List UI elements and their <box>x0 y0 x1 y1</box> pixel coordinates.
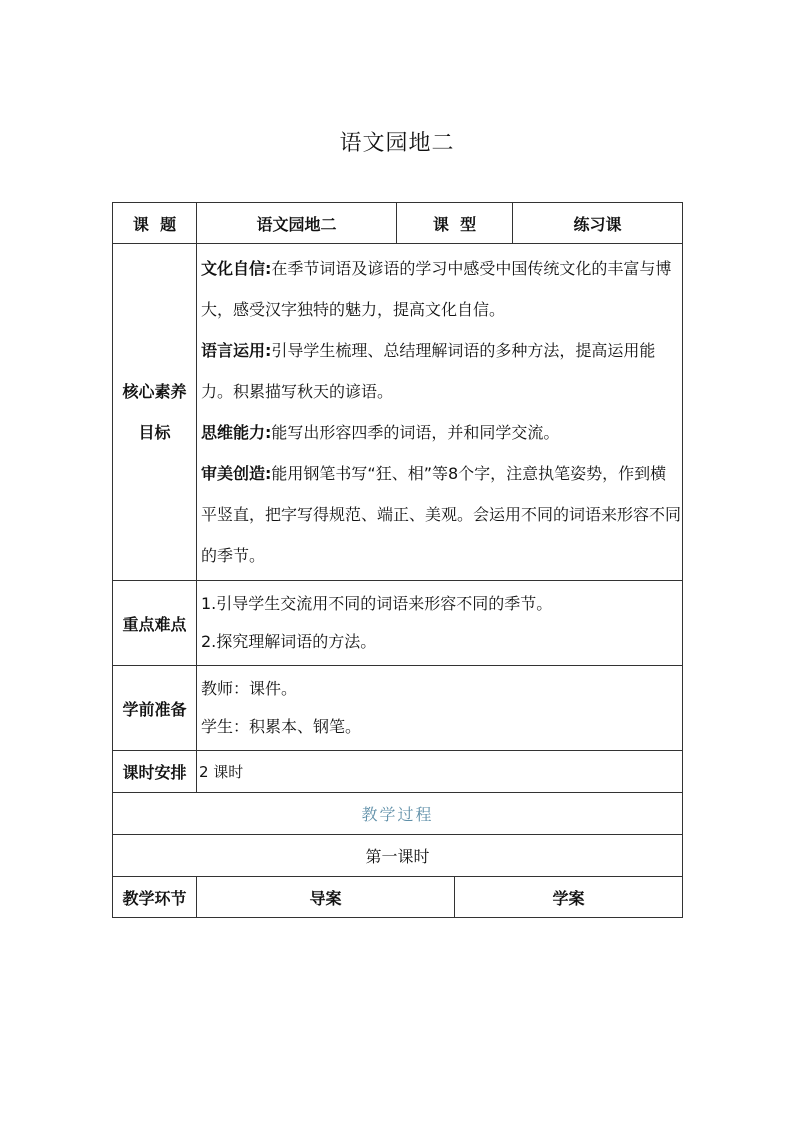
period-heading: 第一课时 <box>113 835 683 877</box>
key-points-content <box>197 581 683 666</box>
goals-label-line1: 核心素养 <box>122 382 187 401</box>
topic-row <box>113 203 683 244</box>
key-points-label: 重点难点 <box>113 581 197 666</box>
schedule-row <box>113 751 683 793</box>
stage-column-header: 教学环节 <box>113 877 197 918</box>
type-label: 课 型 <box>397 203 513 244</box>
goal-text: 引导学生梳理、总结理解词语的多种方法，提高运用能力。积累描写秋天的谚语。 <box>201 341 656 401</box>
key-point-item: 2.探究理解词语的方法。 <box>201 632 377 651</box>
lesson-plan-table <box>112 202 683 918</box>
study-column-header: 学案 <box>455 877 683 918</box>
goal-item <box>201 330 682 412</box>
schedule-value: 2 课时 <box>197 751 683 793</box>
goals-row <box>113 244 683 581</box>
key-point-item: 1.引导学生交流用不同的词语来形容不同的季节。 <box>201 594 553 613</box>
goals-label-line2: 目标 <box>138 423 171 442</box>
process-heading: 教学过程 <box>113 793 683 835</box>
columns-row <box>113 877 683 918</box>
preparation-item: 教师：课件。 <box>201 679 298 698</box>
goal-text: 能写出形容四季的词语，并和同学交流。 <box>271 423 560 442</box>
process-row <box>113 793 683 835</box>
preparation-item: 学生：积累本、钢笔。 <box>201 717 362 736</box>
goals-content <box>197 244 683 581</box>
guide-column-header: 导案 <box>197 877 455 918</box>
preparation-label: 学前准备 <box>113 666 197 751</box>
period-row <box>113 835 683 877</box>
topic-label: 课 题 <box>113 203 197 244</box>
topic-value: 语文园地二 <box>197 203 397 244</box>
preparation-content <box>197 666 683 751</box>
goal-item <box>201 248 682 330</box>
goal-key: 语言运用: <box>201 341 272 360</box>
type-value: 练习课 <box>513 203 683 244</box>
goal-text: 能用钢笔书写“狂、相”等8个字，注意执笔姿势，作到横平竖直，把字写得规范、端正、美观。会运用不同的词语来形容不同的季节。 <box>201 464 682 565</box>
goal-key: 思维能力: <box>201 423 272 442</box>
document-title: 语文园地二 <box>339 131 455 156</box>
goal-item <box>201 453 682 576</box>
key-points-row <box>113 581 683 666</box>
goals-label <box>113 244 197 581</box>
goal-item <box>201 412 682 453</box>
goal-text: 在季节词语及谚语的学习中感受中国传统文化的丰富与博大，感受汉字独特的魅力，提高文化自信。 <box>201 259 672 319</box>
goal-key: 审美创造: <box>201 464 272 483</box>
preparation-row <box>113 666 683 751</box>
schedule-label: 课时安排 <box>113 751 197 793</box>
goal-key: 文化自信: <box>201 259 272 278</box>
